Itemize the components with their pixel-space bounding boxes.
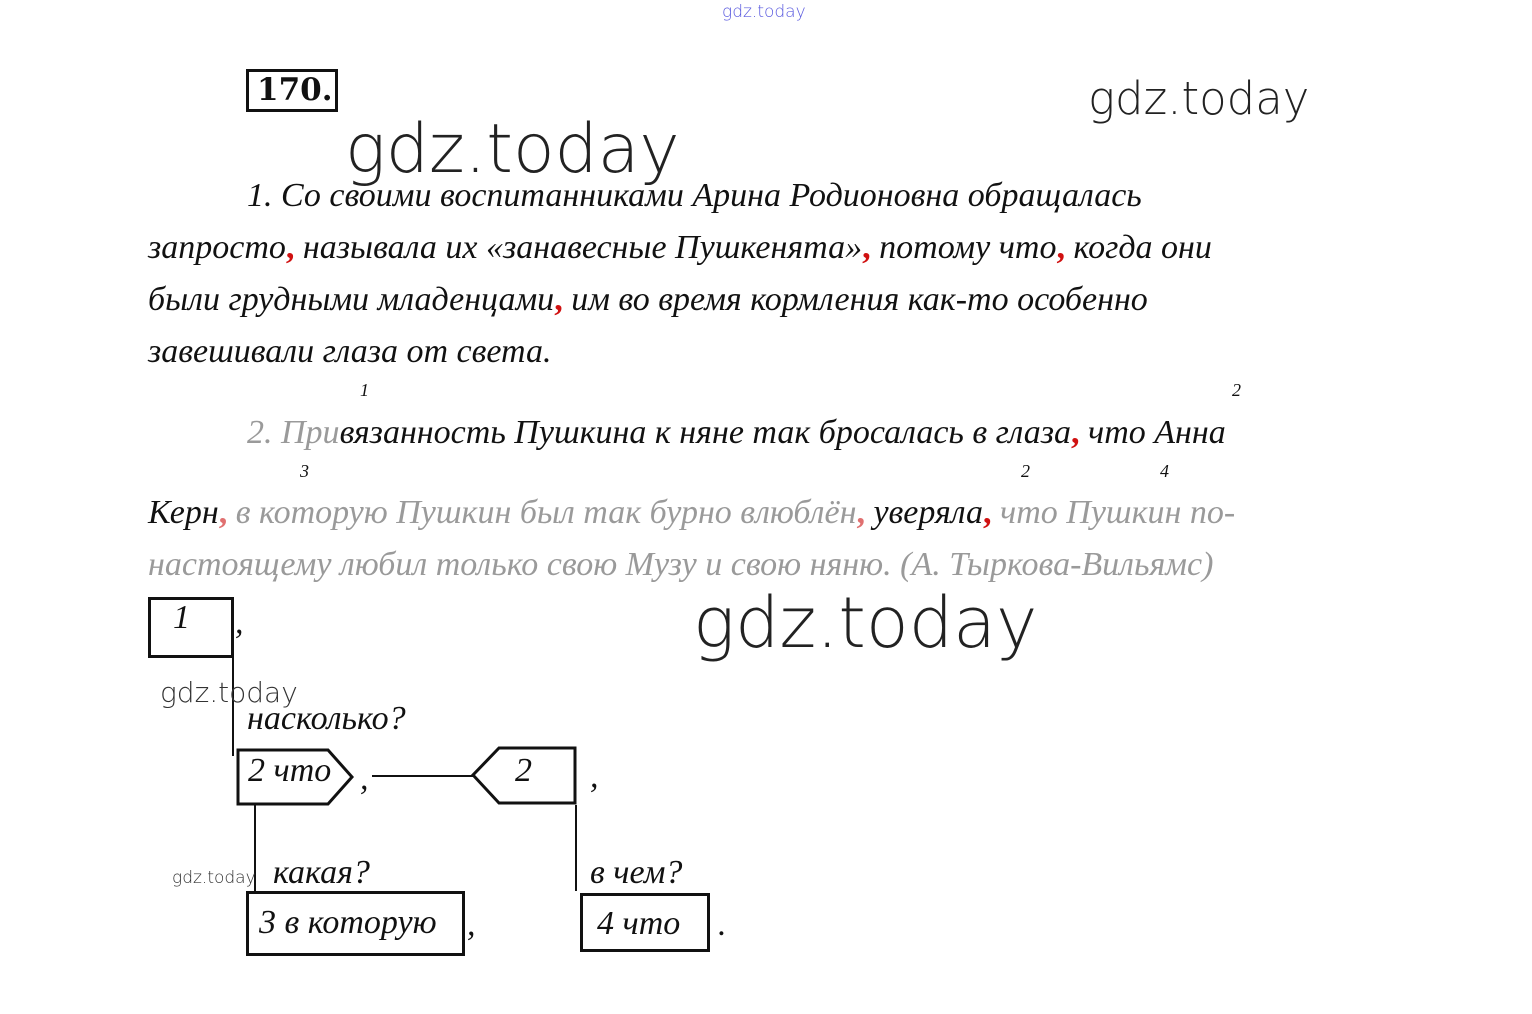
watermark-large-upper: gdz.today xyxy=(345,110,680,189)
comma-mark: , xyxy=(554,281,563,318)
scheme-box-3 xyxy=(246,891,465,956)
task-number: 170. xyxy=(257,72,333,108)
scheme-box-1-label: 1 xyxy=(173,599,190,636)
scheme-comma: , xyxy=(360,760,369,797)
text-fragment: Керн xyxy=(148,494,219,531)
comma-mark: , xyxy=(218,494,228,531)
clause-number-4: 4 xyxy=(1160,461,1169,481)
comma-mark: , xyxy=(856,494,865,531)
connector-line xyxy=(372,775,474,777)
scheme-box-2-that-label: 2 что xyxy=(248,752,332,789)
question-label: в чем? xyxy=(590,854,683,891)
text-fragment: были грудными младенцами xyxy=(148,281,555,318)
scheme-comma: , xyxy=(590,758,599,795)
task-number-box xyxy=(246,69,338,112)
watermark-right: gdz.today xyxy=(1088,72,1310,125)
scheme-box-1 xyxy=(148,597,234,658)
text-fragment: что Анна xyxy=(1079,414,1226,451)
text-fragment: 2. При xyxy=(247,414,340,451)
scheme-box-4-label: 4 что xyxy=(597,905,681,942)
clause-number-2: 2 xyxy=(1232,380,1241,400)
scheme-box-4 xyxy=(580,893,710,952)
question-label: насколько? xyxy=(247,700,406,737)
watermark-large-lower: gdz.today xyxy=(693,582,1038,664)
scheme-comma: , xyxy=(467,906,476,943)
p2-line-1 xyxy=(247,413,1226,453)
p2-line-2 xyxy=(148,493,1235,533)
scheme-box-3-label: 3 в которую xyxy=(259,904,437,941)
watermark-top: gdz.today xyxy=(722,2,806,22)
text-fragment: уверяла xyxy=(864,494,983,531)
p1-line-1: 1. Со своими воспитанниками Арина Родионовна обращалась xyxy=(247,177,1142,214)
scheme-comma: , xyxy=(235,604,244,641)
comma-mark: , xyxy=(285,229,295,266)
watermark-small-left: gdz.today xyxy=(160,676,298,709)
connector-line xyxy=(575,805,577,891)
comma-mark: , xyxy=(983,494,992,531)
text-fragment: вязанность Пушкина к няне так бросалась в глаза xyxy=(339,414,1071,451)
text-fragment: запросто xyxy=(148,229,286,266)
p2-line-3: настоящему любил только свою Музу и свою няню. (А. Тыркова-Вильямс) xyxy=(148,546,1214,583)
comma-mark: , xyxy=(1056,229,1065,266)
scheme-period: . xyxy=(718,906,727,943)
clause-number-2b: 2 xyxy=(1021,461,1030,481)
watermark-tiny-left: gdz.today xyxy=(172,868,256,888)
p1-line-2 xyxy=(148,228,1212,268)
comma-mark: , xyxy=(1070,414,1080,451)
text-fragment: им во время кормления как-то особенно xyxy=(562,281,1148,318)
text-fragment: потому что xyxy=(870,229,1057,266)
scheme-box-2-label: 2 xyxy=(515,752,532,789)
text-fragment: называла их «занавесные Пушкенята» xyxy=(294,229,863,266)
p1-line-3 xyxy=(148,280,1148,320)
clause-number-1: 1 xyxy=(360,380,369,400)
p1-line-4: завешивали глаза от света. xyxy=(148,333,552,370)
text-fragment: когда они xyxy=(1064,229,1212,266)
clause-number-3: 3 xyxy=(300,461,309,481)
question-label: какая? xyxy=(273,854,370,891)
text-fragment: в которую Пушкин был так бурно влюблён xyxy=(227,494,857,531)
comma-mark: , xyxy=(862,229,871,266)
text-fragment: что Пушкин по- xyxy=(991,494,1236,531)
